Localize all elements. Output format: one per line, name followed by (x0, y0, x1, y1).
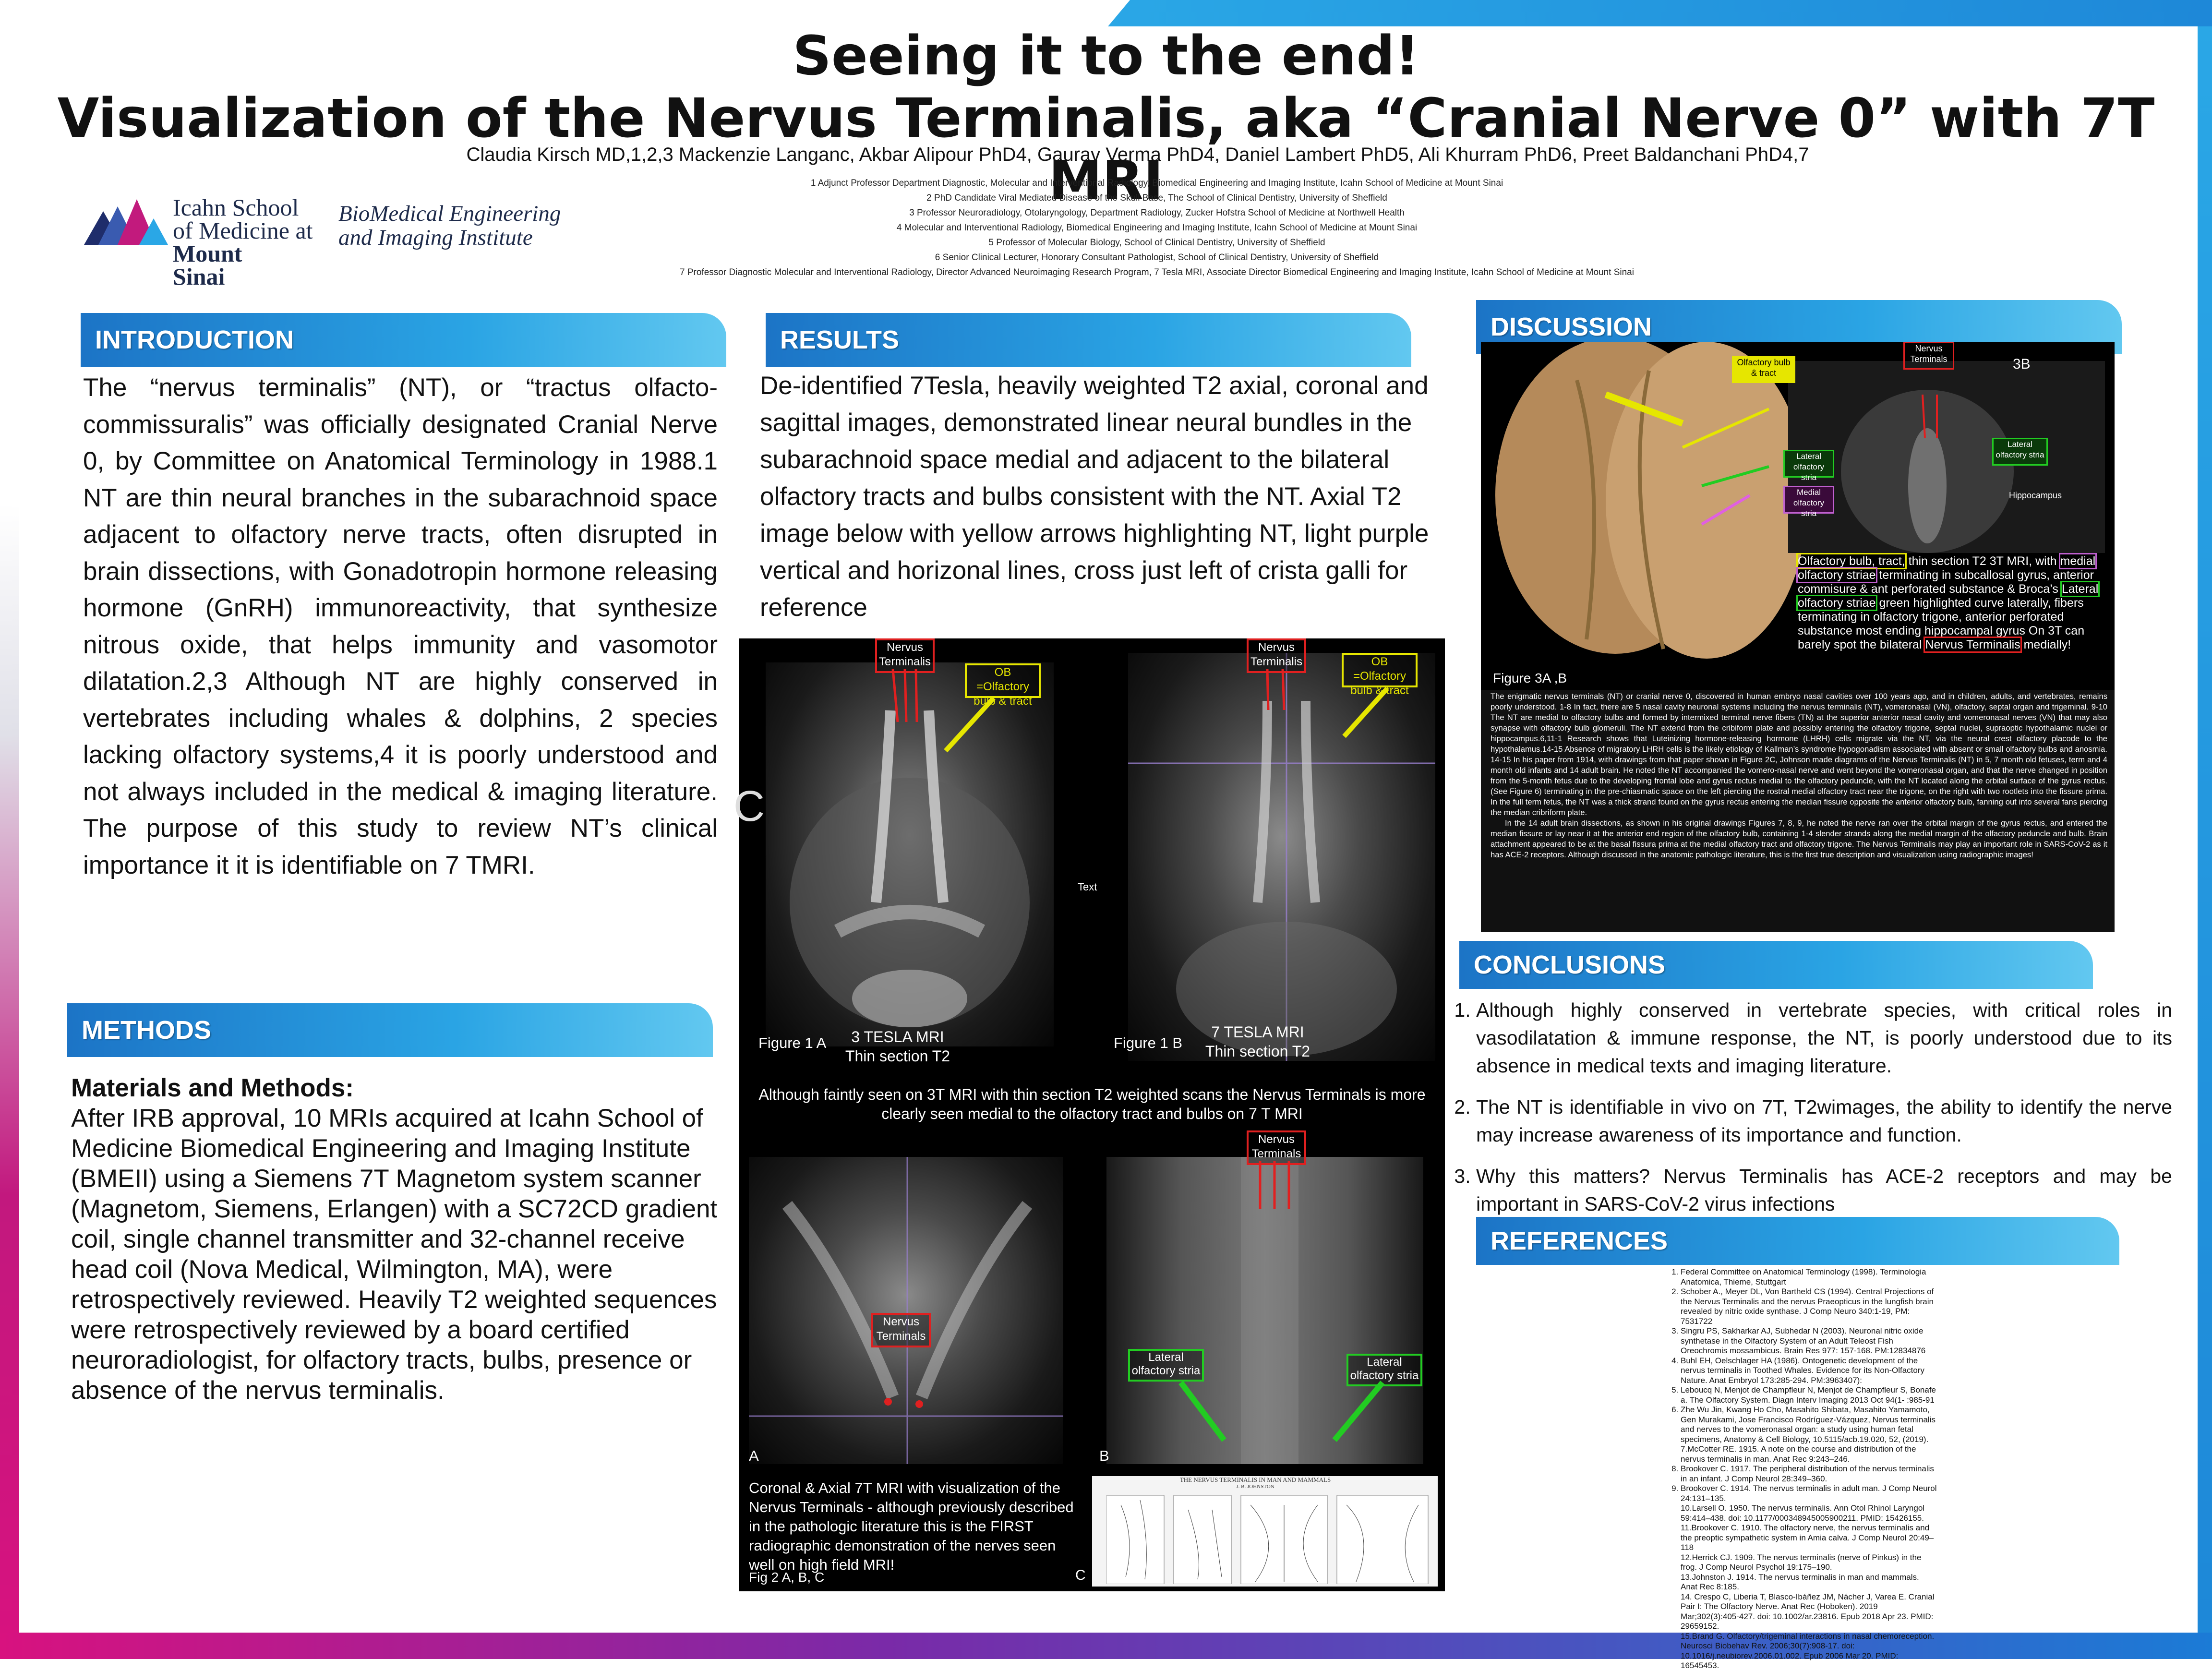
nervus-terminalis-label-b: Nervus Terminalis (1247, 638, 1306, 673)
johnston-drawings-panel (1092, 1476, 1438, 1587)
reference-item: 4. Buhl EH, Oelschlager HA (1986). Ontogenetic development of the nervus terminalis in Toothed Whales. Evidence for its Non-Olfactory Nature. Anat Embryol 173:285-294. PM:3963407): (1681, 1356, 1937, 1386)
discussion-paragraph: The enigmatic nervus terminals (NT) or cranial nerve 0, discovered in human embryo nasal cavities over 100 years ago, and in children, adults, and vertebrates, remains poorly understood. 1-8 In fact, there are 5 nasal cavity neuronal systems including the nervus terminalis (NT), vomeronasal (VN), olfactory, septal organ and trigeminal. 9-10 The NT are medial to olfactory bulbs and formed by intermixed terminal nerve fibers (TN) at the superior anterior nasal cavity and vomeronasal nerves (VN) that may also synapse with olfactory bulb glomeruli. The NT extend from the cribiform plate and possibly entering the olfactory trigone, septal nuclei, supraoptic hypothalamic nuclei or hippocampus.6,11-1 Research shows that Luteinizing hormone-releasing hormone (LHRH) cells migrate via the NT, via the neural crest olfactory placode to the hypothalamus.14-15 Absence of migratory LHRH cells is the likely etiology of Kallman’s syndrome hypogonadism associated with absent or small olfactory bulbs and anosmia. 14-15 In his paper from 1914, with drawings from that paper shown in Figure 2C, Johnson made diagrams of the Nervus Terminalis (NT) in 5, 7 month old fetuses, term and 4 month old infants and 14 adult brain. He noted the NT accompanied the vomero-nasal nerve and went beyond the vomeronasal organ, and that the nerve changed in position from the 5-month fetus due to the developing frontal lobe and gyrus rectus medial to the olfactory peduncle, with the NT located along the orbital surface of the gyrus rectus. (See Figure 6) terminating in the pre-chiasmatic space on the left piercing the rostral medial olfactory tract near the trigone, on the right with two rootlets into the fissure prima. In the full term fetus, the NT was a thick strand found on the gyrus rectus entering the median fissure opposite the anterior olfactory bulb, fanning out into several fans piercing the median cribriform plate. (1491, 692, 2107, 817)
affiliation-item: 4 Molecular and Interventional Radiology, Biomedical Engineering and Imaging Institute, Icahn School of Medicine at Mount Sinai (896, 223, 1418, 233)
figure3ab-label: Figure 3A ,B (1493, 671, 1567, 685)
introduction-text: The “nervus terminalis” (NT), or “tractus olfacto-commissuralis” was officially designated Cranial Nerve 0, by Committee on Anatomical Terminology in 1988.1 NT are thin neural branches in the subarachnoid space adjacent to olfactory nerve tracts, often disrupted in brain dissections, with Gonadotropin hormone releasing hormone (GnRH) immunoreactivity, that synthesize nitrous oxide, that helps immunity and vasomotor dilatation.2,3 Although NT are highly conserved in vertebrates including whales & dolphins, 2 species lacking olfactory systems,4 it is poorly understood and not always included in the medical & imaging literature. The purpose of this study to review NT’s clinical importance it it is identifiable on 7 TMRI. (83, 373, 718, 879)
reference-item: 2. Schober A., Meyer DL, Von Bartheld CS (1994). Central Projections of the Nervus Terminalis and the nervus Praeopticus in the lungfish brain revealed by nitric oxide synthase. J Comp Neuro 340:1-19, PM: 7531722 (1681, 1287, 1937, 1326)
mount-sinai-logo-icon (84, 192, 170, 250)
top-corner-band (1108, 0, 2212, 26)
anatomic-drawing-icon (1106, 1495, 1433, 1584)
results-header (766, 313, 1411, 367)
caption-line: Thin section T2 (1205, 1043, 1310, 1060)
section-title: METHODS (82, 1016, 211, 1045)
affiliation-item: 5 Professor of Molecular Biology, School of Clinical Dentistry, University of Sheffield (988, 238, 1325, 248)
note-text: medially! (2020, 638, 2071, 651)
logo-line: Mount (173, 240, 242, 267)
nervus-terminals-label-3b: Nervus Terminals (1903, 342, 1954, 370)
conclusion-item: 3. Why this matters? Nervus Terminalis has ACE-2 receptors and may be important in SARS-CoV-2 virus infections (1476, 1162, 2172, 1218)
note-text: thin section T2 3T MRI, with (1905, 554, 2060, 568)
note-text: terminating in subcallosal gyrus, anterior commisure & ant perforated substance & Broca’s (1798, 568, 2094, 596)
section-title: CONCLUSIONS (1474, 950, 1666, 979)
introduction-header (81, 313, 726, 367)
hippocampus-label: Hippocampus (2009, 491, 2062, 500)
affiliation-item: 3 Professor Neuroradiology, Otolaryngology, Department Radiology, Zucker Hofstra School of Medicine at Northwell Health (909, 208, 1405, 218)
figure1a-caption (830, 1027, 965, 1066)
figure1-panel (733, 638, 1445, 1142)
methods-header (67, 1003, 713, 1057)
figure1b-caption (1190, 1022, 1325, 1061)
c-mark-label: C (733, 782, 765, 830)
reference-item: 11.Brookover C. 1910. The olfactory nerve, the nervus terminalis and the preoptic sympathetic system in Amia calva. J Comp Neurol 20:49–118 (1681, 1523, 1934, 1552)
reference-item: 9. Brookover C. 1914. The nervus terminalis in adult man. J Comp Neurol 24:131–135. (1681, 1484, 1937, 1503)
lateral-olfactory-stria-label-3a: Lateral olfactory stria (1783, 450, 1834, 478)
reference-item: 1. Federal Committee on Anatomical Terminology (1998). Terminologia Anatomica, Thieme, Stuttgart (1681, 1267, 1937, 1287)
nervus-terminals-label-2b: Nervus Terminals (1247, 1130, 1306, 1165)
note-nervus-terminalis: Nervus Terminalis (1925, 638, 2020, 651)
affiliation-item: 1 Adjunct Professor Department Diagnostic, Molecular and Interventional Radiology, Biomedical Engineering and Imaging Institute, Icahn School of Medicine at Mount Sinai (810, 178, 1503, 188)
caption-line: 7 TESLA MRI (1211, 1023, 1304, 1041)
note-lateral-striae: Lateral olfactory striae (1798, 582, 2099, 610)
reference-item: 13.Johnston J. 1914. The nervus terminalis in man and mammals. Anat Rec 8:185. (1681, 1572, 1919, 1591)
methods-text (71, 1073, 733, 1406)
affiliation-list (336, 176, 1978, 280)
figure2-panel (739, 1133, 1445, 1591)
left-border-stripe (0, 504, 19, 1656)
methods-subheading: Materials and Methods: (71, 1074, 354, 1102)
section-title: INTRODUCTION (95, 325, 294, 354)
author-list: Claudia Kirsch MD,1,2,3 Mackenzie Langanc, Akbar Alipour PhD4, Gaurav Verma PhD4, Daniel Lambert PhD5, Ali Khurram PhD6, Preet Baldanchani PhD4,7 (466, 144, 1809, 165)
note-olfactory-bulb: Olfactory bulb, tract, (1798, 554, 1905, 568)
figure1a-label: Figure 1 A (758, 1034, 827, 1051)
results-text: De-identified 7Tesla, heavily weighted T2 axial, coronal and sagittal images, demonstrated linear neural bundles in the subarachnoid space medial and adjacent to the bilateral olfactory tracts and bulbs consistent with the NT. Axial T2 image below with yellow arrows highlighting NT, light purple vertical and horizonal lines, cross just left of crista galli for reference (760, 372, 1429, 622)
lateral-olfactory-stria-label-right: Lateral olfactory stria (1346, 1354, 1422, 1386)
arrows-fig1b-icon (1258, 669, 1416, 756)
discussion-text (1491, 691, 2107, 860)
references-list (1668, 1267, 1937, 1671)
conclusion-item: 1. Although highly conserved in vertebrate species, with critical roles in vasodilatation & immune response, the NT, is poorly understood due to its absence in medical texts and imaging literature. (1476, 996, 2172, 1080)
arrows-fig2b-icon (1253, 1161, 1301, 1214)
conclusion-item: 2. The NT is identifiable in vivo on 7T, T2wimages, the ability to identify the nerve may increase awareness of its importance and function. (1476, 1093, 2172, 1149)
medial-olfactory-stria-label: Medial olfactory stria (1783, 486, 1834, 514)
panel-c-label: C (1075, 1567, 1086, 1583)
reference-item: 14. Crespo C, Liberia T, Blasco-Ibáñez JM, Nácher J, Varea E. Cranial Pair I: The Olfactory Nerve. Anat Rec (Hoboken). 2019 Mar;302(3):405-427. doi: 10.1002/ar.23816. Epub 2018 Apr 23. PMID: 29659152. (1681, 1592, 1935, 1631)
logo-line: Icahn School (173, 194, 299, 221)
reference-item: 12.Herrick CJ. 1909. The nervus terminalis (nerve of Pinkus) in the frog. J Comp Neurol Psychol 19:175–190. (1681, 1552, 1922, 1572)
logo-line: Sinai (173, 263, 225, 290)
logo-sub-line: and Imaging Institute (338, 225, 533, 250)
logo-line: of Medicine at (173, 217, 313, 244)
paper-title: THE NERVUS TERMINALIS IN MAN AND MAMMALS (1179, 1476, 1331, 1483)
reference-item: 15.Brand G. Olfactory/trigeminal interactions in nasal chemoreception. Neurosci Biobehav Rev. 2006;30(7):908-17. doi: 10.1016/j.neubiorev.2006.01.002. Epub 2006 Mar 20. PMID: 16545453. (1681, 1631, 1935, 1670)
logo-sub-line: BioMedical Engineering (338, 201, 561, 226)
green-arrows-icon (1171, 1378, 1392, 1450)
reference-item: 7.McCotter RE. 1915. A note on the course and distribution of the nervus terminalis in man. Anat Rec 9:243–246. (1681, 1444, 1916, 1464)
note-text: green highlighted curve laterally, fibers terminating in olfactory trigone, anterior perforated substance most ending hippocampal gyrus On 3T can barely spot the bilateral (1798, 596, 2085, 651)
figure1-summary: Although faintly seen on 3T MRI with thin section T2 weighted scans the Nervus Terminals is more clearly seen medial to the olfactory tract and bulbs on 7 T MRI (758, 1086, 1426, 1122)
right-border-stripe (2198, 26, 2212, 1635)
reference-item: 5. Leboucq N, Menjot de Champfleur N, Menjot de Champfleur S, Bonafe a. The Olfactory System. Diagn Interv Imaging 2013 Oct 94(1- :985-91 (1681, 1385, 1937, 1405)
discussion-figure-note (1798, 554, 2115, 652)
panel-b-label: B (1099, 1447, 1109, 1464)
note-medial-striae: medial olfactory striae (1798, 554, 2096, 582)
section-title: DISCUSSION (1491, 313, 1652, 341)
figure2-caption: Coronal & Axial 7T MRI with visualization of the Nervus Terminals - although previously described in the pathologic literature this is the FIRST radiographic demonstration of the nerves seen well on high field MRI! (749, 1479, 1074, 1573)
arrows-fig1a-icon (883, 669, 1008, 756)
methods-body: After IRB approval, 10 MRIs acquired at Icahn School of Medicine Biomedical Engineering and Imaging Institute (BMEII) using a Siemens 7T Magnetom system scanner (Magnetom, Siemens, Erlangen) with a SC72CD gradient coil, single channel transmitter and 32-channel receive head coil (Nova Medical, Wilmington, MA), were retrospectively reviewed. Heavily T2 weighted sequences were retrospectively reviewed by a board certified neuroradiologist, for olfactory tracts, bulbs, presence or absence of the nervus terminalis. (71, 1104, 718, 1405)
figure2-label: Fig 2 A, B, C (749, 1570, 825, 1585)
poster-title-line2: Visualization of the Nervus Terminalis, aka “Cranial Nerve 0” with 7T MRI (57, 87, 2155, 212)
caption-line: Thin section T2 (845, 1047, 950, 1065)
bmeii-logo-text (338, 202, 561, 250)
olfactory-bulb-tract-label: Olfactory bulb & tract (1732, 356, 1795, 383)
nervus-terminalis-label-a: Nervus Terminalis (875, 638, 935, 673)
panel-a-label: A (749, 1447, 759, 1464)
olfactory-bulb-label-b: OB =Olfactory bulb & tract (1342, 653, 1418, 687)
lateral-olfactory-stria-label-left: Lateral olfactory stria (1128, 1349, 1204, 1382)
figure1b-label: Figure 1 B (1114, 1034, 1183, 1051)
conclusions-list (1450, 996, 2172, 1231)
mri-brain-shape-icon (749, 1157, 1063, 1464)
reference-item: 3. Singru PS, Sakharkar AJ, Subhedar N (2003). Neuronal nitric oxide synthetase in the Olfactory System of an Adult Teleost Fish Oreochromis mossambicus. Brain Res 977: 157-168. PM:12834876 (1681, 1326, 1937, 1356)
affiliation-item: 7 Professor Diagnostic Molecular and Interventional Radiology, Director Advanced Neuroimaging Research Program, 7 Tesla MRI, Associate Director Biomedical Engineering and Imaging Institute, Icahn School of Medicine at Mount Sinai (680, 267, 1634, 277)
caption-line: 3 TESLA MRI (851, 1028, 944, 1046)
mri-7t-coronal-image (749, 1157, 1063, 1464)
nervus-terminals-label-2a: Nervus Terminals (871, 1313, 931, 1347)
text-placeholder-label: Text (1078, 881, 1097, 893)
section-title: RESULTS (780, 325, 900, 354)
poster-title-line1: Seeing it to the end! (793, 25, 1419, 87)
figure3b-label: 3B (2013, 356, 2031, 372)
lateral-olfactory-stria-label-3b: Lateral olfactory stria (1992, 438, 2048, 466)
section-title: REFERENCES (1491, 1226, 1668, 1255)
affiliation-item: 2 PhD Candidate Viral Mediated Disease of the Skull Base, The School of Clinical Dentistry, University of Sheffield (926, 193, 1387, 203)
olfactory-bulb-label-a: OB =Olfactory bulb & tract (965, 663, 1041, 698)
discussion-paragraph: In the 14 adult brain dissections, as shown in his original drawings Figures 7, 8, 9, he noted the nerve ran over the orbital margin of the gyrus rectus, and entered the median fissure or lay near it at the anterior end region of the olfactory bulb, containing 1-4 slender strands along the medial margin of the olfactory peduncle and bulb. Brain attachment appeared to be at the basal fissura prima at the medial olfactory tract and olfactory trigone. The Nervus Terminalis may play an important role in SARS-CoV-2 as it has ACE-2 receptors. Although discussed in the anatomic pathologic literature, this is the first true description and visualization using radiographic images! (1491, 818, 2107, 859)
paper-author: J. B. JOHNSTON (1236, 1484, 1274, 1490)
reference-item: 10.Larsell O. 1950. The nervus terminalis. Ann Otol Rhinol Laryngol 59:414–438. doi: 10.1177/000348945005900211. PMID: 15426155. (1681, 1503, 1925, 1523)
affiliation-item: 6 Senior Clinical Lecturer, Honorary Consultant Pathologist, School of Clinical Dentistry, University of Sheffield (935, 252, 1379, 263)
reference-item: 6. Zhe Wu Jin, Kwang Ho Cho, Masahito Shibata, Masahito Yamamoto, Gen Murakami, Jose Francisco Rodríguez-Vázquez, Nervus terminalis and nerves to the vomeronasal organ: a study using human fetal specimens, Anatomy & Cell Biology, 10.5115/acb.19.020, 52, (2019). (1681, 1405, 1937, 1444)
references-header (1476, 1217, 2119, 1265)
conclusions-header (1459, 941, 2093, 989)
reference-item: 8. Brookover C. 1917. The peripheral distribution of the nervus terminalis in an infant. J Comp Neurol 28:349–360. (1681, 1464, 1937, 1484)
icahn-logo-text (173, 196, 313, 288)
